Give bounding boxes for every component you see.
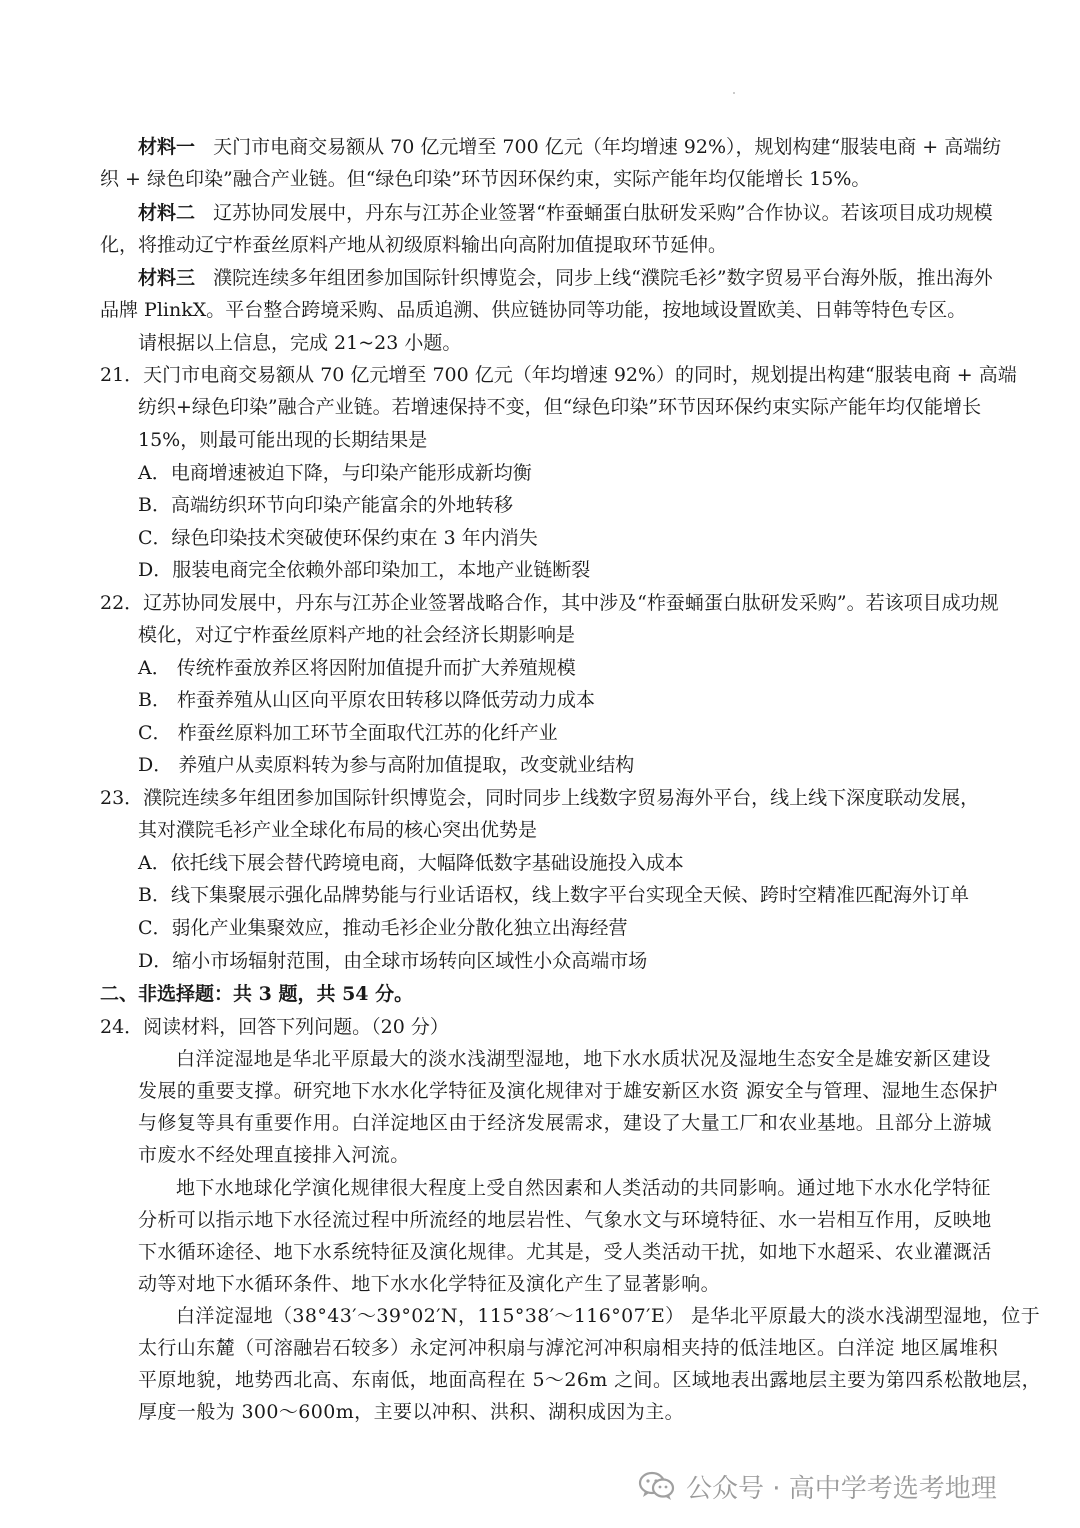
- material-2-label: 材料二: [138, 202, 196, 224]
- q24-para-1-line-2: 发展的重要支撑。研究地下水水化学特征及演化规律对于雄安新区水资 源安全与管理、湿地生态保护: [138, 1080, 999, 1102]
- question-24-stem: 24．阅读材料，回答下列问题。（20 分）: [100, 1016, 449, 1038]
- question-21-stem-3: 15%，则最可能出现的长期结果是: [138, 429, 428, 451]
- question-23-option-a: A．依托线下展会替代跨境电商，大幅降低数字基础设施投入成本: [138, 852, 684, 874]
- question-21-stem-2: 纺织+绿色印染”融合产业链。若增速保持不变，但“绿色印染”环节因环保约束实际产能年均仅能增长: [138, 396, 982, 418]
- question-21-option-a: A．电商增速被迫下降，与印染产能形成新均衡: [138, 462, 532, 484]
- material-3-line-1: [138, 265, 993, 291]
- material-3-line-2: 品牌 PlinkX。平台整合跨境采购、品质追溯、供应链协同等功能，按地域设置欧美、日韩等特色专区。: [100, 299, 967, 321]
- question-22-option-d: D． 养殖户从卖原料转为参与高附加值提取，改变就业结构: [138, 754, 635, 776]
- material-2-line-2: 化，将推动辽宁柞蚕丝原料产地从初级原料输出向高附加值提取环节延伸。: [100, 234, 728, 256]
- q24-para-2-line-1: 地下水地球化学演化规律很大程度上受自然因素和人类活动的共同影响。通过地下水水化学特征: [176, 1177, 991, 1199]
- wechat-icon: [638, 1471, 676, 1501]
- question-22-option-a: A． 传统柞蚕放养区将因附加值提升而扩大养殖规模: [138, 657, 576, 679]
- question-23-option-c: C．弱化产业集聚效应，推动毛衫企业分散化独立出海经营: [138, 917, 628, 939]
- scan-speck: [733, 92, 735, 94]
- question-22-option-c: C． 柞蚕丝原料加工环节全面取代江苏的化纤产业: [138, 722, 558, 744]
- q24-para-3-line-3: 平原地貌，地势西北高、东南低，地面高程在 5～26m 之间。区域地表出露地层主要为第四系松散地层，: [138, 1369, 1041, 1391]
- material-1-text-1: 天门市电商交易额从 70 亿元增至 700 亿元（年均增速 92%），规划构建“服装电商 + 高端纺: [213, 136, 1002, 158]
- question-21-option-b: B．高端纺织环节向印染产能富余的外地转移: [138, 494, 513, 516]
- q24-para-3-line-2: 太行山东麓（可溶融岩石较多）永定河冲积扇与滹沱河冲积扇相夹持的低洼地区。白洋淀 地区属堆积: [138, 1337, 999, 1359]
- instruction: 请根据以上信息，完成 21~23 小题。: [138, 332, 462, 354]
- material-1-line-2: 织 + 绿色印染”融合产业链。但“绿色印染”环节因环保约束，实际产能年均仅能增长 15%。: [100, 168, 871, 190]
- question-21-option-c: C．绿色印染技术突破使环保约束在 3 年内消失: [138, 527, 538, 549]
- q24-para-1-line-1: 白洋淀湿地是华北平原最大的淡水浅湖型湿地，地下水水质状况及湿地生态安全是雄安新区建设: [176, 1048, 991, 1070]
- material-1-line-1: [138, 134, 1001, 160]
- q24-para-3-line-1: 白洋淀湿地（38°43′～39°02′N，115°38′～116°07′E） 是华北平原最大的淡水浅湖型湿地，位于: [176, 1305, 1041, 1327]
- q24-para-1-line-3: 与修复等具有重要作用。白洋淀地区由于经济发展需求，建设了大量工厂和农业基地。且部分上游城: [138, 1112, 992, 1134]
- q24-para-2-line-2: 分析可以指示地下水径流过程中所流经的地层岩性、气象水文与环境特征、水一岩相互作用，反映地: [138, 1209, 992, 1231]
- question-23-stem-2: 其对濮院毛衫产业全球化布局的核心突出优势是: [138, 819, 538, 841]
- question-23-option-d: D．缩小市场辐射范围，由全球市场转向区域性小众高端市场: [138, 950, 648, 972]
- material-1-label: 材料一: [138, 136, 196, 158]
- question-21-stem-1: 21．天门市电商交易额从 70 亿元增至 700 亿元（年均增速 92%）的同时，规划提出构建“服装电商 + 高端: [100, 364, 1017, 386]
- section-heading: 二、非选择题：共 3 题，共 54 分。: [100, 983, 414, 1005]
- material-2-text-1: 辽苏协同发展中，丹东与江苏企业签署“柞蚕蛹蛋白肽研发采购”合作协议。若该项目成功规模: [213, 202, 993, 224]
- question-23-stem-1: 23．濮院连续多年组团参加国际针织博览会，同时同步上线数字贸易海外平台，线上线下深度联动发展，: [100, 787, 980, 809]
- question-22-stem-1: 22．辽苏协同发展中，丹东与江苏企业签署战略合作，其中涉及“柞蚕蛹蛋白肽研发采购”。若该项目成功规: [100, 592, 999, 614]
- q24-para-2-line-3: 下水循环途径、地下水系统特征及演化规律。尤其是，受人类活动干扰，如地下水超采、农业灌溉活: [138, 1241, 992, 1263]
- q24-para-3-line-4: 厚度一般为 300～600m，主要以冲积、洪积、湖积成因为主。: [138, 1401, 684, 1423]
- q24-para-2-line-4: 动等对地下水循环条件、地下水水化学特征及演化产生了显著影响。: [138, 1273, 721, 1295]
- watermark-text: 公众号 · 高中学考选考地理: [686, 1473, 997, 1504]
- material-3-text-1: 濮院连续多年组团参加国际针织博览会，同步上线“濮院毛衫”数字贸易平台海外版，推出海外: [213, 267, 993, 289]
- question-22-stem-2: 模化，对辽宁柞蚕丝原料产地的社会经济长期影响是: [138, 624, 576, 646]
- question-22-option-b: B． 柞蚕养殖从山区向平原农田转移以降低劳动力成本: [138, 689, 596, 711]
- material-2-line-1: [138, 200, 993, 226]
- material-3-label: 材料三: [138, 267, 196, 289]
- q24-para-1-line-4: 市废水不经处理直接排入河流。: [138, 1144, 410, 1166]
- watermark: [638, 1464, 997, 1508]
- question-21-option-d: D．服装电商完全依赖外部印染加工，本地产业链断裂: [138, 559, 591, 581]
- question-23-option-b: B．线下集聚展示强化品牌势能与行业话语权，线上数字平台实现全天候、跨时空精准匹配海外订单: [138, 884, 969, 906]
